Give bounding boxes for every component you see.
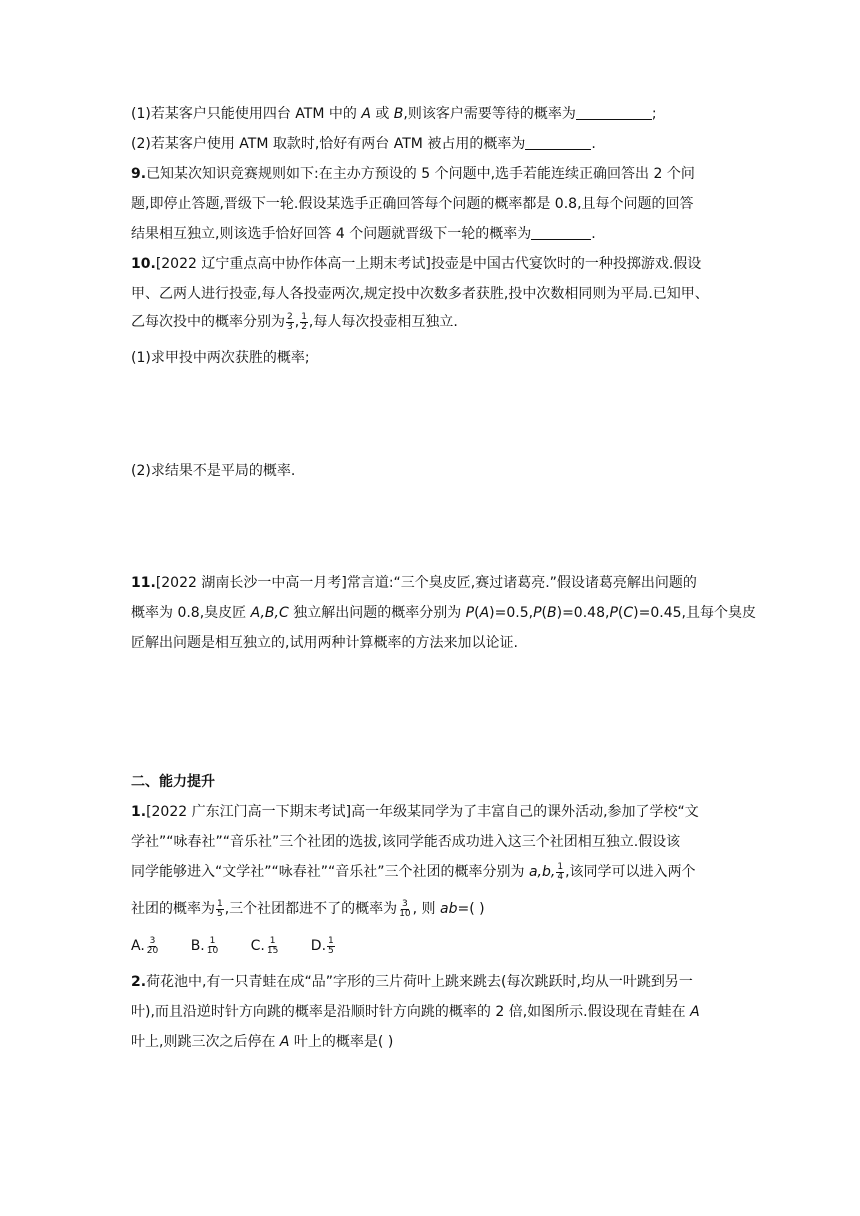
- answer-blank[interactable]: [525, 135, 591, 150]
- fraction: $\frac{1}{15}$: [266, 935, 279, 956]
- p9-line1: 9.已知某次知识竞赛规则如下:在主办方预设的 5 个问题中,选手若能连续正确回答出 2 个问: [131, 166, 695, 182]
- fraction: $\frac{1}{4}$: [557, 861, 564, 882]
- q2-line1: 2.荷花池中,有一只青蛙在成“品”字形的三片荷叶上跳来跳去(每次跳跃时,均从一叶跳到另一: [131, 974, 693, 990]
- fraction: $\frac{1}{2}$: [301, 311, 307, 332]
- answer-blank[interactable]: [531, 225, 591, 240]
- answer-blank[interactable]: [576, 105, 652, 120]
- q1-line3: 同学能够进入“文学社”“咏春社”“音乐社”三个社团的概率分别为 a,b, $\frac{1}{4}$ ,该同学可以进入两个: [131, 861, 696, 882]
- q1-options: [131, 936, 362, 956]
- option-b[interactable]: B. $\frac{1}{10}$: [190, 935, 219, 956]
- fraction: $\frac{3}{10}$: [399, 898, 411, 919]
- p10-sub1: (1)求甲投中两次获胜的概率;: [131, 350, 310, 366]
- fraction: $\frac{1}{5}$: [328, 935, 334, 956]
- option-c[interactable]: C. $\frac{1}{15}$: [250, 935, 279, 956]
- q2-line2: 叶),而且沿逆时针方向跳的概率是沿顺时针方向跳的概率的 2 倍,如图所示.假设现在青蛙在 A: [131, 1004, 700, 1020]
- p8-q2: (2)若某客户使用 ATM 取款时,恰好有两台 ATM 被占用的概率为 .: [131, 136, 596, 152]
- section-title: 二、能力提升: [131, 774, 215, 790]
- p11-line3: 匠解出问题是相互独立的,试用两种计算概率的方法来加以论证.: [131, 635, 518, 651]
- p10-line1: 10.[2022 辽宁重点高中协作体高一上期末考试]投壶是中国古代宴饮时的一种投掷游戏.假设: [131, 256, 702, 272]
- fraction: $\frac{3}{20}$: [146, 935, 159, 956]
- p11-line2: 概率为 0.8,臭皮匠 A,B,C 独立解出问题的概率分别为 P(A)=0.5,P(B)=0.48,P(C)=0.45,且每个臭皮: [131, 605, 756, 621]
- p9-line2: 题,即停止答题,晋级下一轮.假设某选手正确回答每个问题的概率都是 0.8,且每个问题的回答: [131, 196, 694, 212]
- q1-line4: 社团的概率为 $\frac{1}{5}$ ,三个社团都进不了的概率为 $\frac{3}{10}$ , 则 ab=( ): [131, 898, 485, 919]
- p10-line2: 甲、乙两人进行投壶,每人各投壶两次,规定投中次数多者获胜,投中次数相同则为平局.已知甲、: [131, 286, 709, 302]
- fraction: $\frac{1}{10}$: [206, 935, 219, 956]
- p8-q1: (1)若某客户只能使用四台 ATM 中的 A 或 B,则该客户需要等待的概率为 ;: [131, 106, 657, 122]
- p11-line1: 11.[2022 湖南长沙一中高一月考]常言道:“三个臭皮匠,赛过诸葛亮.”假设诸葛亮解出问题的: [131, 575, 697, 591]
- fraction: $\frac{1}{5}$: [217, 898, 223, 919]
- q1-line1: 1.[2022 广东江门高一下期末考试]高一年级某同学为了丰富自己的课外活动,参加了学校“文: [131, 804, 699, 820]
- option-a[interactable]: A. $\frac{3}{20}$: [131, 935, 159, 956]
- option-d[interactable]: D. $\frac{1}{5}$: [310, 935, 334, 956]
- p10-line3: 乙每次投中的概率分别为 $\frac{2}{3}$ , $\frac{1}{2}$ ,每人每次投壶相互独立.: [131, 311, 458, 332]
- q2-line3: 叶上,则跳三次之后停在 A 叶上的概率是( ): [131, 1034, 394, 1050]
- p10-sub2: (2)求结果不是平局的概率.: [131, 463, 296, 479]
- q1-line2: 学社”“咏春社”“音乐社”三个社团的选拔,该同学能否成功进入这三个社团相互独立.假设该: [131, 834, 681, 850]
- fraction: $\frac{2}{3}$: [287, 311, 293, 332]
- p9-line3: 结果相互独立,则该选手恰好回答 4 个问题就晋级下一轮的概率为 .: [131, 226, 596, 242]
